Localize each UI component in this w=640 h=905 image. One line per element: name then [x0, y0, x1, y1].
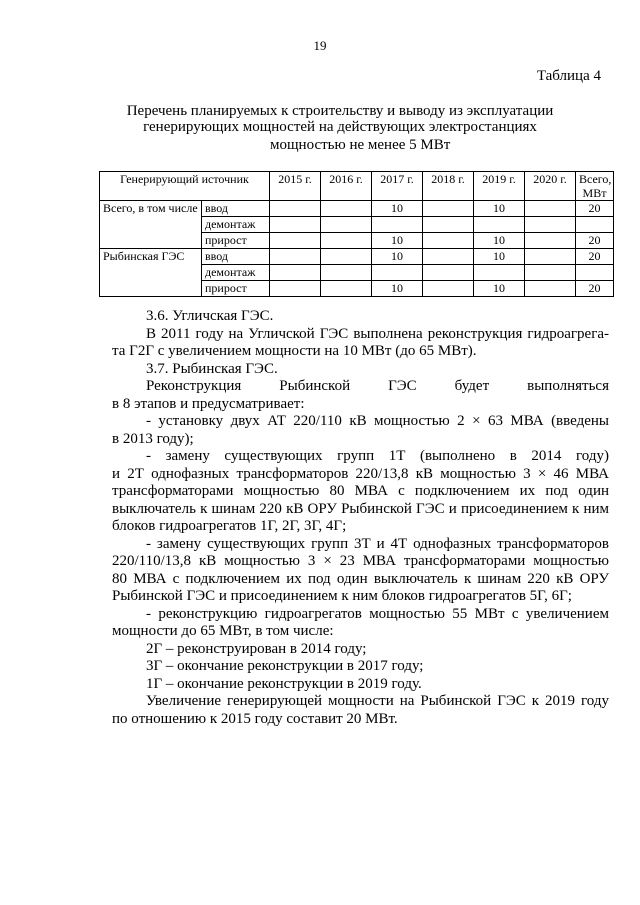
paragraph-line: и 2Т однофазных трансформаторов 220/13,8 кВ мощностью 3 × 46 МВА	[112, 465, 609, 482]
paragraph-line: - замену существующих групп 1Т (выполнено в 2014 году)	[146, 448, 609, 464]
paragraph-line: - реконструкцию гидроагрегатов мощностью 55 МВт с увеличением	[146, 605, 609, 622]
header-year: 2018 г.	[423, 172, 474, 201]
list-item: 1Г – окончание реконструкции в 2019 году.	[146, 675, 422, 692]
cell-value	[423, 201, 474, 217]
cell-value	[525, 201, 576, 217]
section-heading: 3.7. Рыбинская ГЭС.	[146, 360, 278, 377]
paragraph-line: В 2011 году на Угличской ГЭС выполнена реконструкция гидроагрега-	[146, 325, 609, 342]
cell-value: 10	[372, 249, 423, 265]
cell-value: 10	[474, 201, 525, 217]
cell-total: 20	[576, 249, 614, 265]
cell-total: 20	[576, 233, 614, 249]
paragraph-line: выключатель к шинам 220 кВ ОРУ Рыбинской ГЭС и присоединением к ним	[112, 500, 609, 517]
header-total: Всего, МВт	[576, 172, 614, 201]
cell-value	[423, 265, 474, 281]
group-name: Всего, в том числе	[100, 201, 202, 249]
paragraph-line: - замену существующих групп 3Т и 4Т однофазных трансформаторов	[146, 535, 609, 552]
table-caption-line-2: генерирующих мощностей на действующих электростанциях	[143, 119, 537, 135]
header-source: Генерирующий источник	[100, 172, 270, 201]
cell-value	[270, 281, 321, 297]
cell-total: 20	[576, 281, 614, 297]
cell-value	[525, 233, 576, 249]
header-year: 2017 г.	[372, 172, 423, 201]
cell-value	[474, 217, 525, 233]
cell-value	[321, 281, 372, 297]
cell-value: 10	[372, 233, 423, 249]
cell-value	[423, 281, 474, 297]
list-item: 2Г – реконструирован в 2014 году;	[146, 640, 367, 657]
cell-value	[372, 217, 423, 233]
cell-value	[321, 233, 372, 249]
paragraph-line: в 2013 году);	[112, 430, 194, 447]
header-year: 2019 г.	[474, 172, 525, 201]
section-3-6	[112, 308, 609, 728]
table-caption-line-1: Перечень планируемых к строительству и выводу из эксплуатации	[126, 103, 554, 119]
table-header-row	[100, 172, 614, 201]
header-year: 2020 г.	[525, 172, 576, 201]
paragraph-line: - установку двух АТ 220/110 кВ мощностью 2 × 63 МВА (введены	[146, 413, 609, 429]
paragraph-line: трансформаторами мощностью 80 МВА с подключением их под один	[112, 483, 609, 499]
cell-total	[576, 265, 614, 281]
group-name: Рыбинская ГЭС	[100, 249, 202, 297]
table-caption-line-3: мощностью не менее 5 МВт	[270, 137, 451, 153]
cell-value	[423, 217, 474, 233]
row-type: ввод	[202, 201, 270, 217]
cell-total: 20	[576, 201, 614, 217]
paragraph-line: в 8 этапов и предусматривает:	[112, 395, 305, 412]
paragraph-line: мощности до 65 МВт, в том числе:	[112, 623, 334, 639]
table-row	[100, 201, 614, 217]
cell-value	[321, 201, 372, 217]
cell-value: 10	[474, 281, 525, 297]
header-year: 2015 г.	[270, 172, 321, 201]
row-type: прирост	[202, 281, 270, 297]
cell-total	[576, 217, 614, 233]
table-label: Таблица 4	[536, 68, 601, 84]
generation-capacity-table	[99, 171, 614, 297]
table-row	[100, 249, 614, 265]
cell-value: 10	[372, 281, 423, 297]
page-number: 19	[313, 38, 327, 53]
cell-value	[525, 217, 576, 233]
cell-value: 10	[474, 233, 525, 249]
cell-value	[270, 233, 321, 249]
cell-value	[525, 249, 576, 265]
paragraph-line: та Г2Г с увеличением мощности на 10 МВт (до 65 МВт).	[112, 343, 477, 359]
cell-value	[270, 265, 321, 281]
paragraph-line: Рыбинской ГЭС и присоединением к ним блоков гидроагрегатов 5Г, 6Г;	[112, 588, 572, 604]
row-type: прирост	[202, 233, 270, 249]
list-item: 3Г – окончание реконструкции в 2017 году;	[146, 658, 424, 674]
cell-value	[270, 217, 321, 233]
paragraph-line: 220/110/13,8 кВ мощностью 3 × 23 МВА трансформаторами мощностью	[112, 553, 609, 569]
cell-value	[270, 201, 321, 217]
section-heading: 3.6. Угличская ГЭС.	[146, 308, 274, 324]
cell-value	[525, 281, 576, 297]
header-year: 2016 г.	[321, 172, 372, 201]
row-type: демонтаж	[202, 217, 270, 233]
cell-value	[525, 265, 576, 281]
cell-value	[423, 233, 474, 249]
cell-value	[372, 265, 423, 281]
cell-value	[321, 265, 372, 281]
cell-value	[423, 249, 474, 265]
paragraph-line: Реконструкция Рыбинской ГЭС будет выполняться	[146, 378, 609, 394]
row-type: ввод	[202, 249, 270, 265]
cell-value	[321, 217, 372, 233]
cell-value: 10	[372, 201, 423, 217]
row-type: демонтаж	[202, 265, 270, 281]
cell-value	[270, 249, 321, 265]
cell-value	[321, 249, 372, 265]
cell-value: 10	[474, 249, 525, 265]
cell-value	[474, 265, 525, 281]
paragraph-line: по отношению к 2015 году составит 20 МВт.	[112, 710, 398, 727]
paragraph-line: блоков гидроагрегатов 1Г, 2Г, 3Г, 4Г;	[112, 518, 347, 534]
paragraph-line: 80 МВА с подключением их под один выключатель к шинам 220 кВ ОРУ	[112, 570, 609, 587]
paragraph-line: Увеличение генерирующей мощности на Рыбинской ГЭС к 2019 году	[146, 693, 609, 709]
